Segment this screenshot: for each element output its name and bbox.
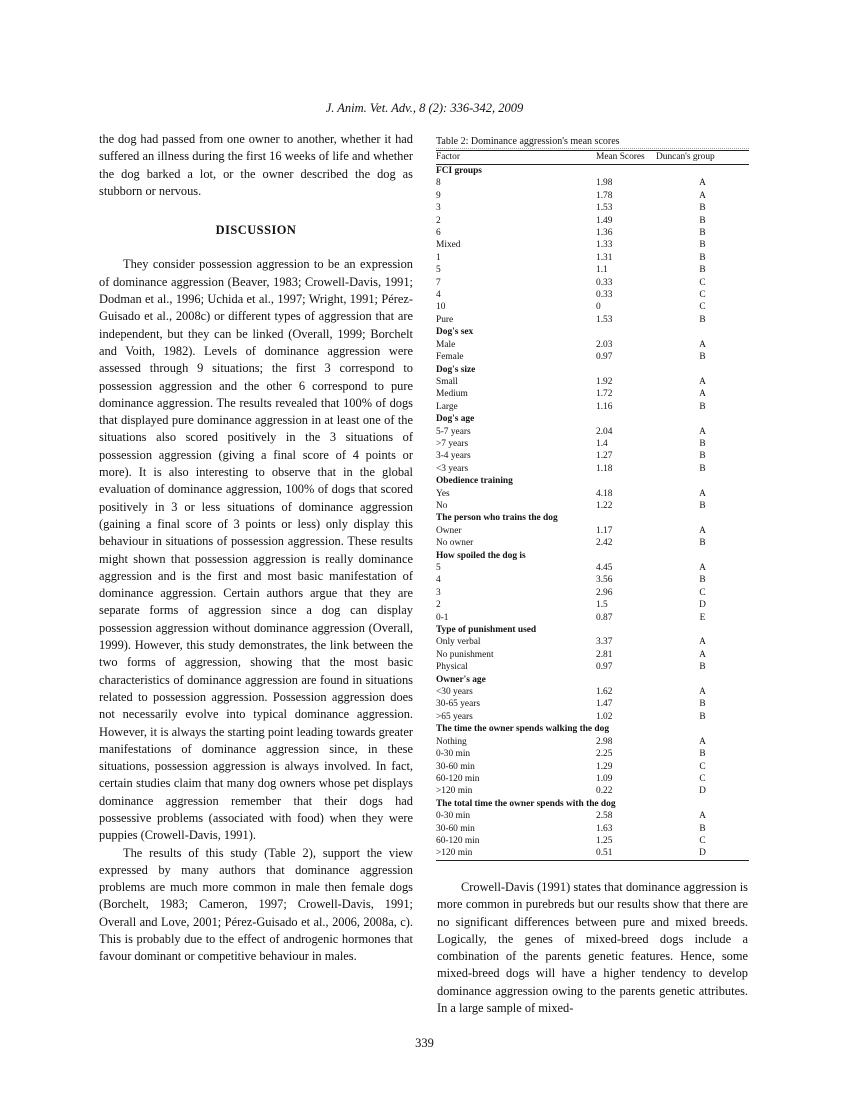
left-column	[99, 131, 413, 966]
table-row	[436, 239, 749, 251]
table-group-row	[436, 723, 749, 735]
factor-cell: Small	[436, 376, 458, 387]
table-row	[436, 202, 749, 214]
factor-cell: Large	[436, 401, 458, 412]
mean-score-cell: 0.97	[596, 662, 613, 673]
discussion-paragraph-1: They consider possession aggression to be an expression of dominance aggression (Beaver, 1983; Crowell-Davis, 1991; Dodman et al., 1996; Uchida et al., 1997; Wright, 1991; Pérez-Guisado et al., 2008c) or different types of aggression that are independent, but they can be linked (Overall, 1999; Borchelt and Voith, 1982). Levels of dominance aggression were assessed through 9 situations; the first 3 correspond to possession aggression and the other 6 correspond to pure dominance aggression. The results revealed that 100% of dogs that displayed pure dominance aggression in at least one of the situations also scored positively in the 3 situations of possession aggression (giving a final score of 4 points or more). It is also interesting to observe that in the global evaluation of dominance aggression, 100% of dogs that scored positively in 3 or less situations of dominance aggression (gaining a final score of 3 points or less) only display this behaviour in situations of possession aggression. These results might shown that possession aggression is really dominance aggression and is the first and most basic manifestation of dominance aggression. Certain authors argue that they are separate forms of aggression since a dog can display possession aggression without dominance aggression (Overall, 1999). However, this study demonstrates, the link between the two forms of aggression, showing that the most basic characteristics of dominance aggression are found in situations related to possession aggression. Possession aggression does not necessarily evolve into typical dominance aggression. However, it is always the starting point leading towards greater manifestations of dominance aggression since, in these situations, possession aggression is always involved. In fact, certain studies claim that many dog owners whose pet displays dominance aggression remember that their dogs had possessive problems (associated with food) when they were puppies (Crowell-Davis, 1991).	[99, 257, 413, 843]
table-row	[436, 426, 749, 438]
factor-cell: 6	[436, 228, 441, 239]
table-group-row	[436, 475, 749, 487]
duncan-group-cell: B	[699, 438, 706, 449]
factor-cell: Medium	[436, 389, 468, 400]
duncan-group-cell: A	[699, 488, 706, 499]
mean-score-cell: 1.92	[596, 376, 613, 387]
factor-cell: Male	[436, 339, 456, 350]
factor-cell: Mixed	[436, 240, 461, 251]
mean-score-cell: 1.29	[596, 761, 613, 772]
duncan-group-cell: A	[699, 811, 706, 822]
table-group-row	[436, 364, 749, 376]
table-row	[436, 773, 749, 785]
table-row	[436, 277, 749, 289]
duncan-group-cell: B	[699, 314, 706, 325]
duncan-group-cell: B	[699, 699, 706, 710]
running-header: J. Anim. Vet. Adv., 8 (2): 336-342, 2009	[325, 101, 524, 115]
duncan-group-cell: B	[699, 538, 706, 549]
duncan-group-cell: E	[699, 612, 706, 623]
mean-score-cell: 1.98	[596, 178, 613, 189]
mean-score-cell: 1.4	[596, 438, 608, 449]
factor-cell: Only verbal	[436, 637, 481, 648]
col-header-factor: Factor	[436, 151, 596, 165]
table-row	[436, 823, 749, 835]
table-group-row	[436, 326, 749, 338]
factor-cell: 60-120 min	[436, 835, 480, 846]
duncan-group-cell: B	[699, 252, 706, 263]
factor-cell: No punishment	[436, 649, 494, 660]
group-label: Owner's age	[436, 674, 486, 685]
duncan-group-cell: B	[699, 575, 706, 586]
table-row	[436, 661, 749, 673]
factor-cell: 0-30 min	[436, 811, 471, 822]
table-row	[436, 835, 749, 847]
table-row	[436, 450, 749, 462]
table-group-row	[436, 413, 749, 425]
col-header-mean: Mean Scores	[596, 151, 656, 165]
table-row	[436, 736, 749, 748]
duncan-group-cell: A	[699, 389, 706, 400]
mean-score-cell: 0	[596, 302, 601, 313]
mean-score-cell: 1.36	[596, 228, 613, 239]
mean-score-cell: 2.03	[596, 339, 613, 350]
intro-paragraph: the dog had passed from one owner to another, whether it had suffered an illness during the first 16 weeks of life and whether the dog barked a lot, or the owner described the dog as stubborn or nervous.	[99, 132, 413, 198]
table-row	[436, 376, 749, 388]
table-row	[436, 748, 749, 760]
mean-score-cell: 1.27	[596, 451, 613, 462]
table-row	[436, 698, 749, 710]
factor-cell: >120 min	[436, 786, 473, 797]
factor-cell: 2	[436, 600, 441, 611]
table-row	[436, 388, 749, 400]
table-row	[436, 289, 749, 301]
mean-score-cell: 2.25	[596, 749, 613, 760]
duncan-group-cell: B	[699, 711, 706, 722]
duncan-group-cell: A	[699, 339, 706, 350]
factor-cell: 0-1	[436, 612, 449, 623]
mean-score-cell: 1.33	[596, 240, 613, 251]
group-label: The person who trains the dog	[436, 513, 558, 524]
factor-cell: Owner	[436, 525, 462, 536]
group-label: How spoiled the dog is	[436, 550, 526, 561]
mean-score-cell: 1.53	[596, 203, 613, 214]
duncan-group-cell: C	[699, 290, 706, 301]
duncan-group-cell: B	[699, 500, 706, 511]
table-row	[436, 761, 749, 773]
mean-score-cell: 1.31	[596, 252, 613, 263]
table-row	[436, 562, 749, 574]
section-heading-discussion: DISCUSSION	[215, 223, 297, 238]
duncan-group-cell: B	[699, 240, 706, 251]
factor-cell: Female	[436, 352, 464, 363]
mean-score-cell: 0.87	[596, 612, 613, 623]
factor-cell: >120 min	[436, 847, 596, 860]
mean-score-cell: 0.33	[596, 290, 613, 301]
table-row	[436, 636, 749, 648]
table-header-row	[436, 151, 749, 165]
group-label: The time the owner spends walking the dog	[436, 724, 610, 735]
factor-cell: Nothing	[436, 736, 467, 747]
mean-score-cell: 1.49	[596, 215, 613, 226]
duncan-group-cell: B	[699, 662, 706, 673]
table-row	[436, 351, 749, 363]
table-row	[436, 810, 749, 822]
table-row	[436, 587, 749, 599]
group-label: Dog's size	[436, 364, 476, 375]
table-row	[436, 339, 749, 351]
right-column	[437, 879, 748, 1017]
duncan-group-cell: C	[699, 835, 706, 846]
duncan-group-cell: C	[699, 277, 706, 288]
mean-score-cell: 1.62	[596, 687, 613, 698]
mean-score-cell: 3.37	[596, 637, 613, 648]
duncan-group-cell: A	[699, 687, 706, 698]
table-row	[436, 599, 749, 611]
factor-cell: 30-65 years	[436, 699, 480, 710]
duncan-group-cell: A	[699, 736, 706, 747]
factor-cell: >65 years	[436, 711, 473, 722]
duncan-group-cell: A	[699, 649, 706, 660]
factor-cell: 8	[436, 178, 441, 189]
table-group-row	[436, 550, 749, 562]
mean-score-cell: 2.98	[596, 736, 613, 747]
group-label: Type of punishment used	[436, 625, 537, 636]
mean-score-cell: 2.42	[596, 538, 613, 549]
factor-cell: No owner	[436, 538, 474, 549]
table-row	[436, 537, 749, 549]
duncan-group-cell: D	[656, 847, 749, 860]
mean-score-cell: 1.09	[596, 773, 613, 784]
duncan-group-cell: A	[699, 426, 706, 437]
table-row	[436, 649, 749, 661]
duncan-group-cell: A	[699, 178, 706, 189]
mean-score-cell: 1.72	[596, 389, 613, 400]
duncan-group-cell: A	[699, 376, 706, 387]
table-row	[436, 525, 749, 537]
mean-score-cell: 1.78	[596, 190, 613, 201]
factor-cell: 7	[436, 277, 441, 288]
mean-score-cell: 2.58	[596, 811, 613, 822]
mean-score-cell: 1.02	[596, 711, 613, 722]
duncan-group-cell: B	[699, 463, 706, 474]
mean-score-cell: 4.18	[596, 488, 613, 499]
table-row	[436, 711, 749, 723]
mean-score-cell: 0.97	[596, 352, 613, 363]
table-row	[436, 314, 749, 326]
group-label: The total time the owner spends with the dog	[436, 798, 616, 809]
factor-cell: 10	[436, 302, 446, 313]
duncan-group-cell: D	[699, 600, 706, 611]
mean-score-cell: 0.22	[596, 786, 613, 797]
mean-score-cell: 0.51	[596, 847, 656, 860]
duncan-group-cell: A	[699, 637, 706, 648]
table-row	[436, 612, 749, 624]
factor-cell: 5	[436, 265, 441, 276]
duncan-group-cell: B	[699, 823, 706, 834]
mean-score-cell: 2.81	[596, 649, 613, 660]
duncan-group-cell: B	[699, 451, 706, 462]
table-group-row	[436, 798, 749, 810]
factor-cell: 60-120 min	[436, 773, 480, 784]
factor-cell: 2	[436, 215, 441, 226]
factor-cell: 3-4 years	[436, 451, 471, 462]
mean-score-cell: 1.1	[596, 265, 608, 276]
factor-cell: 30-60 min	[436, 761, 475, 772]
table-row	[436, 785, 749, 797]
factor-cell: No	[436, 500, 448, 511]
mean-score-cell: 1.16	[596, 401, 613, 412]
factor-cell: >7 years	[436, 438, 469, 449]
mean-score-cell: 3.56	[596, 575, 613, 586]
table-row	[436, 847, 749, 860]
table-row	[436, 177, 749, 189]
mean-score-cell: 1.22	[596, 500, 613, 511]
table-group-row	[436, 165, 749, 178]
factor-cell: Physical	[436, 662, 468, 673]
factor-cell: 1	[436, 252, 441, 263]
factor-cell: <3 years	[436, 463, 469, 474]
table-row	[436, 686, 749, 698]
table-row	[436, 438, 749, 450]
duncan-group-cell: A	[699, 525, 706, 536]
group-label: Obedience training	[436, 476, 513, 487]
factor-cell: 3	[436, 587, 441, 598]
table-row	[436, 401, 749, 413]
table-row	[436, 227, 749, 239]
duncan-group-cell: B	[699, 265, 706, 276]
mean-score-cell: 1.53	[596, 314, 613, 325]
factor-cell: 9	[436, 190, 441, 201]
duncan-group-cell: C	[699, 587, 706, 598]
table-row	[436, 215, 749, 227]
duncan-group-cell: B	[699, 203, 706, 214]
mean-score-cell: 4.45	[596, 563, 613, 573]
duncan-group-cell: D	[699, 786, 706, 797]
mean-score-cell: 1.5	[596, 600, 608, 611]
table-row	[436, 252, 749, 264]
table-body	[436, 165, 749, 861]
mean-score-cell: 1.17	[596, 525, 613, 536]
discussion-paragraph-2: The results of this study (Table 2), support the view expressed by many authors that dominance aggression problems are much more common in male then female dogs (Borchelt, 1983; Cameron, 1997; Crowell-Davis, 1991; Overall and Love, 2001; Pérez-Guisado et al., 2006, 2008a, c). This is probably due to the effect of androgenic hormones that favour dominant or competitive behaviour in males.	[99, 845, 413, 964]
mean-score-cell: 2.96	[596, 587, 613, 598]
table-group-row	[436, 624, 749, 636]
mean-score-cell: 2.04	[596, 426, 613, 437]
mean-score-cell: 1.18	[596, 463, 613, 474]
mean-score-cell: 1.63	[596, 823, 613, 834]
table-row	[436, 264, 749, 276]
table-row	[436, 463, 749, 475]
factor-cell: <30 years	[436, 687, 473, 698]
table-group-row	[436, 512, 749, 524]
mean-score-cell: 0.33	[596, 277, 613, 288]
factor-cell: 0-30 min	[436, 749, 471, 760]
factor-cell: 3	[436, 203, 441, 214]
group-label: Dog's sex	[436, 327, 474, 338]
factor-cell: 5-7 years	[436, 426, 471, 437]
factor-cell: 4	[436, 575, 441, 586]
duncan-group-cell: B	[699, 215, 706, 226]
duncan-group-cell: B	[699, 749, 706, 760]
factor-cell: 30-60 min	[436, 823, 475, 834]
mean-score-cell: 1.25	[596, 835, 613, 846]
group-label: FCI groups	[436, 166, 482, 176]
duncan-group-cell: C	[699, 773, 706, 784]
duncan-group-cell: B	[699, 352, 706, 363]
col-header-duncan: Duncan's group	[656, 151, 749, 165]
factor-cell: Yes	[436, 488, 450, 499]
table-row	[436, 574, 749, 586]
table-row	[436, 190, 749, 202]
factor-cell: 5	[436, 563, 441, 573]
table-caption: Table 2: Dominance aggression's mean scores	[436, 136, 749, 149]
duncan-group-cell: B	[699, 228, 706, 239]
factor-cell: Pure	[436, 314, 454, 325]
table-row	[436, 500, 749, 512]
group-label: Dog's age	[436, 414, 475, 425]
duncan-group-cell: A	[699, 190, 706, 201]
table-row	[436, 301, 749, 313]
duncan-group-cell: C	[699, 302, 706, 313]
scores-table	[436, 150, 749, 861]
table-row	[436, 488, 749, 500]
table-2	[436, 136, 749, 861]
duncan-group-cell: B	[699, 401, 706, 412]
page-number: 339	[415, 1036, 434, 1050]
duncan-group-cell: C	[699, 761, 706, 772]
table-group-row	[436, 674, 749, 686]
duncan-group-cell: A	[699, 563, 706, 573]
right-paragraph: Crowell-Davis (1991) states that dominance aggression is more common in purebreds but our results show that there are no significant differences between pure and mixed breeds. Logically, the genes of mixed-breed dogs include a combination of the parents genetic features. Hence, some mixed-breed dogs will have a higher tendency to develop dominance aggression owing to the parents genetic attributes. In a large sample of mixed-	[437, 880, 748, 1016]
factor-cell: 4	[436, 290, 441, 301]
mean-score-cell: 1.47	[596, 699, 613, 710]
